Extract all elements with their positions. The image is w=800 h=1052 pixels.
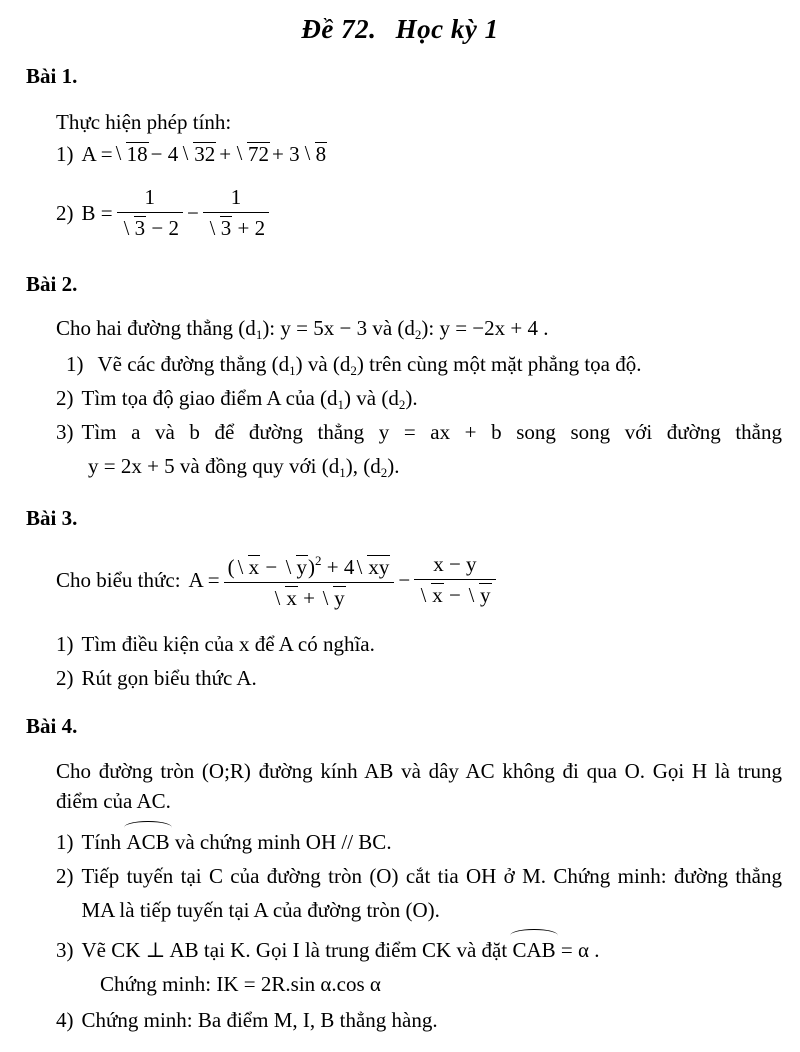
bai2-q1-c: ) trên cùng một mặt phẳng tọa độ. xyxy=(356,352,642,376)
bai2-intro-b: ): y = 5x − 3 và (d xyxy=(262,316,415,340)
bai1-q1-r3: 72 xyxy=(248,142,270,166)
bai3-d2-y: y xyxy=(480,583,491,607)
bai1-q2-frac2 xyxy=(203,184,269,241)
bai3-n1-m: − xyxy=(260,555,283,579)
bai1-q2-n1: 1 xyxy=(117,184,183,213)
bai3-n1-sq: 2 xyxy=(315,553,322,568)
bai1-q1-c4: + 3 xyxy=(272,142,300,166)
bai2-q2-c: ). xyxy=(405,386,418,410)
bai2-q2 xyxy=(56,384,418,419)
bai3-lhs: A = xyxy=(188,567,220,592)
bai2-q3-cont-c: ). xyxy=(387,454,400,478)
bai1-q2-d2-r: 3 xyxy=(220,216,232,240)
bai3-n1-y: y xyxy=(296,555,307,579)
bai2-q2-sub2: 2 xyxy=(398,397,406,412)
bai4-q1-arc: ACB xyxy=(126,830,170,854)
bai4-q3-proof: Chứng minh: IK = 2R.sin α.cos α xyxy=(100,972,381,996)
bai2-q1 xyxy=(66,350,642,385)
bai2-intro-sub2: 2 xyxy=(414,327,422,342)
bai4-q1-num: 1) xyxy=(56,830,74,854)
bai2-q1-b: ) và (d xyxy=(295,352,351,376)
bai2-intro xyxy=(56,314,549,349)
bai3-n2: x − y xyxy=(414,551,495,580)
bai4-intro: Cho đường tròn (O;R) đường kính AB và dây AC không đi qua O. Gọi H là trung điểm của AC. xyxy=(56,759,782,813)
bai3-q1-text: Tìm điều kiện của x để A có nghĩa. xyxy=(81,632,375,656)
bai3-frac1 xyxy=(224,548,395,611)
bai1-q1-c2: − 4 xyxy=(150,142,179,166)
title-de: Đề 72. xyxy=(301,14,377,44)
page-title xyxy=(0,14,800,45)
bai2-q3-cont-a: y = 2x + 5 và đồng quy với (d xyxy=(88,454,340,478)
bai3-heading: Bài 3. xyxy=(26,506,78,530)
bai3-q1-num: 1) xyxy=(56,632,74,656)
bai2-q1-sub1: 1 xyxy=(289,363,296,378)
bai2-q2-b: ) và (d xyxy=(344,386,399,410)
bai2-heading: Bài 2. xyxy=(26,272,78,296)
bai1-q2-minus: − xyxy=(186,200,199,225)
bai4-heading: Bài 4. xyxy=(26,714,78,738)
bai1-q2-d1-r: 3 xyxy=(134,216,146,240)
bai3-d1-p: + xyxy=(297,586,321,610)
bai3-d2-x: x xyxy=(432,583,443,607)
bai2-q2-num: 2) xyxy=(56,386,74,410)
title-hk: Học kỳ 1 xyxy=(395,14,499,44)
bai4-q3-arc: CAB xyxy=(512,938,556,962)
bai4-q3-num: 3) xyxy=(56,938,74,962)
bai1-q2-d1-t: − 2 xyxy=(146,216,179,240)
bai2-q1-sub2: 2 xyxy=(350,363,357,378)
bai3-d2-m: − xyxy=(443,583,467,607)
bai4-q2-text: Tiếp tuyến tại C của đường tròn (O) cắt tia OH ở M. Chứng minh: đường thẳng MA là tiếp tuyến tại A của đường tròn (O). xyxy=(81,864,782,922)
bai1-heading: Bài 1. xyxy=(26,64,78,88)
bai1-q2-lhs: B = xyxy=(81,200,113,225)
bai3-d1-y: y xyxy=(334,586,345,610)
bai4-q2 xyxy=(56,862,782,927)
bai2-q3-text: Tìm a và b để đường thẳng y = ax + b song song với đường thẳng xyxy=(81,420,782,444)
bai4-q1-a: Tính xyxy=(81,830,127,854)
bai4-q3-a: Vẽ CK ⊥ AB tại K. Gọi I là trung điểm CK và đặt xyxy=(81,938,513,962)
bai1-intro: Thực hiện phép tính: xyxy=(56,110,232,134)
bai2-q2-a: Tìm tọa độ giao điểm A của (d xyxy=(81,386,338,410)
bai2-q3 xyxy=(56,418,782,446)
bai4-q1-b: và chứng minh OH // BC. xyxy=(169,830,392,854)
bai4-q2-num: 2) xyxy=(56,864,74,888)
bai3-d1-x: x xyxy=(286,586,297,610)
bai2-q2-sub1: 1 xyxy=(337,397,345,412)
bai2-intro-a: Cho hai đường thẳng (d xyxy=(56,316,256,340)
bai3-n1-a: ( xyxy=(227,555,235,579)
bai3-n1-c: + 4 xyxy=(321,555,355,579)
bai1-q1-r2: 32 xyxy=(194,142,216,166)
bai2-q1-a: Vẽ các đường thẳng (d xyxy=(97,352,290,376)
bai3-intro: Cho biểu thức: xyxy=(56,567,181,592)
bai3-frac2 xyxy=(414,551,495,608)
bai1-q1-r4: 8 xyxy=(315,142,327,166)
bai2-q3-cont-b: ), (d xyxy=(345,454,381,478)
bai2-q3-cont xyxy=(88,452,399,487)
bai4-q1 xyxy=(56,828,392,856)
bai4-q3 xyxy=(56,936,600,964)
bai2-intro-c: ): y = −2x + 4 . xyxy=(421,316,549,340)
bai2-intro-sub1: 1 xyxy=(255,327,263,342)
bai3-n1-x: x xyxy=(248,555,260,579)
bai3-n1-xy: xy xyxy=(368,555,390,579)
bai3-q1 xyxy=(56,630,375,658)
bai3-q2-num: 2) xyxy=(56,666,74,690)
bai1-q1-lhs: A = xyxy=(81,142,113,166)
bai3-q2 xyxy=(56,664,257,692)
bai1-q2-d2-t: + 2 xyxy=(232,216,266,240)
bai1-q1-c3: + xyxy=(219,142,232,166)
bai4-q3-b: = α . xyxy=(555,938,600,962)
bai1-q1-num: 1) xyxy=(56,142,74,166)
bai1-q1-r1: 18 xyxy=(126,142,148,166)
bai3-q2-text: Rút gọn biểu thức A. xyxy=(81,666,257,690)
bai2-q3-num: 3) xyxy=(56,420,74,444)
bai1-q1 xyxy=(56,140,327,168)
bai1-q2-frac1 xyxy=(117,184,183,241)
bai1-q2 xyxy=(56,184,273,241)
bai1-q2-n2: 1 xyxy=(203,184,269,213)
bai2-q1-num: 1) xyxy=(66,352,84,376)
bai3-n1-b: ) xyxy=(308,555,315,579)
bai3-minus: − xyxy=(398,567,411,592)
bai1-q2-num: 2) xyxy=(56,200,74,225)
bai4-q4 xyxy=(56,1006,438,1034)
bai4-q4-text: Chứng minh: Ba điểm M, I, B thẳng hàng. xyxy=(81,1008,438,1032)
bai3-expression xyxy=(56,548,500,611)
bai2-q3-sub2: 2 xyxy=(380,465,388,480)
bai2-q3-sub1: 1 xyxy=(339,465,346,480)
bai4-q4-num: 4) xyxy=(56,1008,74,1032)
